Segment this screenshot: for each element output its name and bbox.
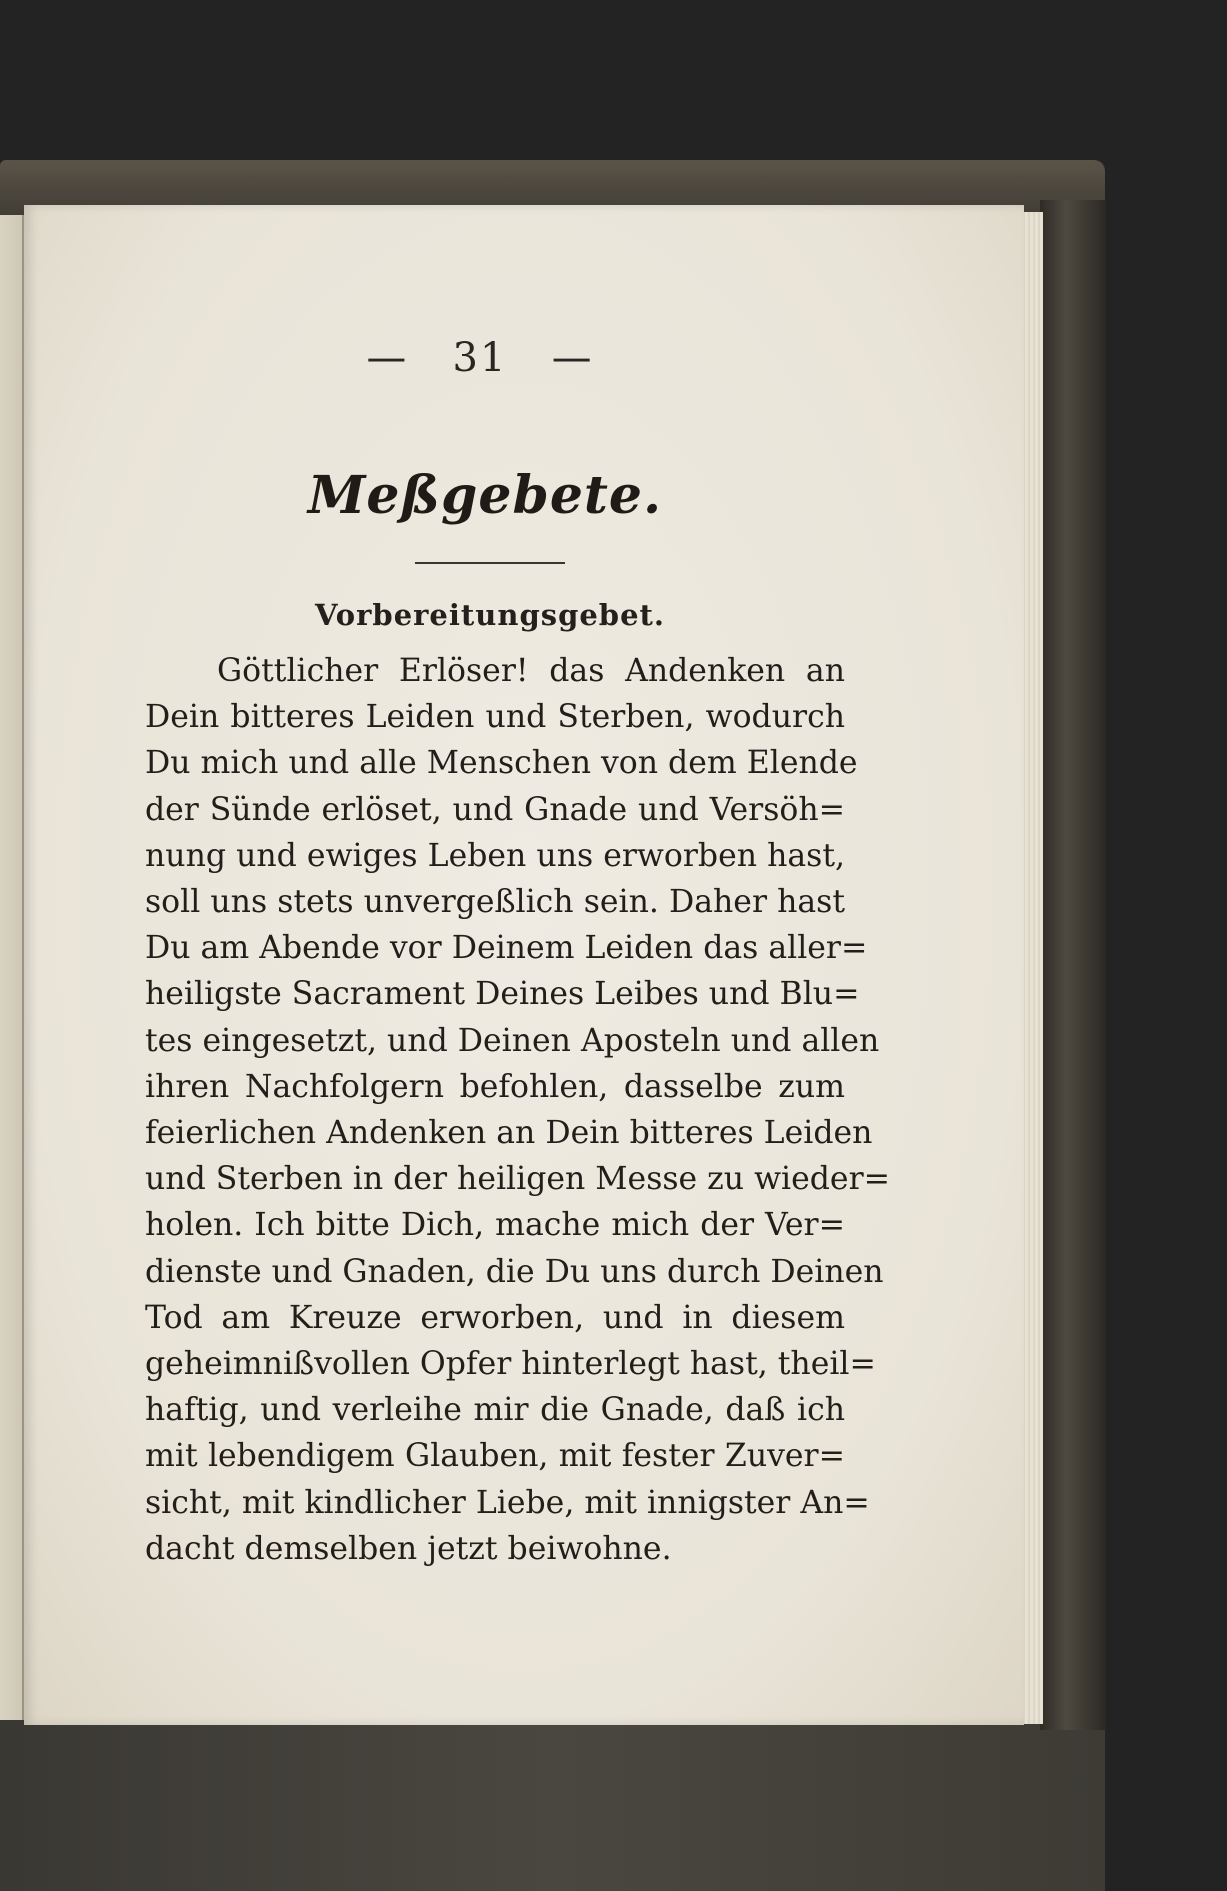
text-line: mit lebendigem Glauben, mit fester Zuver= bbox=[145, 1438, 845, 1475]
book-cover-right-edge bbox=[1040, 200, 1106, 1730]
text-line: dienste und Gnaden, die Du uns durch Deinen bbox=[145, 1253, 884, 1290]
text-line: geheimnißvollen Opfer hinterlegt hast, theil= bbox=[145, 1346, 876, 1383]
title-divider bbox=[415, 562, 565, 564]
text-line: haftig, und verleihe mir die Gnade, daß ich bbox=[145, 1392, 845, 1429]
text-line: feierlichen Andenken an Dein bitteres Leiden bbox=[145, 1115, 873, 1152]
page-number-header bbox=[340, 335, 620, 381]
section-heading: Vorbereitungsgebet. bbox=[314, 598, 666, 632]
text-line: Tod am Kreuze erworben, und in diesem bbox=[145, 1299, 845, 1336]
page-number-dash-right: — bbox=[551, 335, 594, 381]
left-page-edge bbox=[0, 215, 24, 1720]
text-line: holen. Ich bitte Dich, mache mich der Ver= bbox=[145, 1207, 845, 1244]
page-number: 31 bbox=[452, 335, 508, 381]
text-line: Göttlicher Erlöser! das Andenken an bbox=[217, 653, 845, 689]
text-line: und Sterben in der heiligen Messe zu wieder= bbox=[145, 1161, 891, 1198]
text-line: soll uns stets unvergeßlich sein. Daher hast bbox=[145, 884, 845, 921]
text-line: Du mich und alle Menschen von dem Elende bbox=[145, 745, 858, 782]
page-title: Meßgebete. bbox=[307, 465, 663, 526]
text-line: nung und ewiges Leben uns erworben hast, bbox=[145, 837, 845, 874]
text-line: dacht demselben jetzt beiwohne. bbox=[145, 1530, 672, 1567]
text-line: der Sünde erlöset, und Gnade und Versöh= bbox=[145, 791, 845, 828]
page-number-dash-left: — bbox=[366, 335, 409, 381]
text-line: heiligste Sacrament Deines Leibes und Blu= bbox=[145, 976, 860, 1013]
prayer-text bbox=[145, 648, 891, 1572]
text-line: ihren Nachfolgern befohlen, dasselbe zum bbox=[145, 1068, 845, 1105]
text-line: Dein bitteres Leiden und Sterben, wodurch bbox=[145, 699, 845, 736]
text-line: tes eingesetzt, und Deinen Aposteln und allen bbox=[145, 1022, 880, 1059]
text-line: sicht, mit kindlicher Liebe, mit innigster An= bbox=[145, 1484, 870, 1521]
text-line: Du am Abende vor Deinem Leiden das aller= bbox=[145, 930, 868, 967]
